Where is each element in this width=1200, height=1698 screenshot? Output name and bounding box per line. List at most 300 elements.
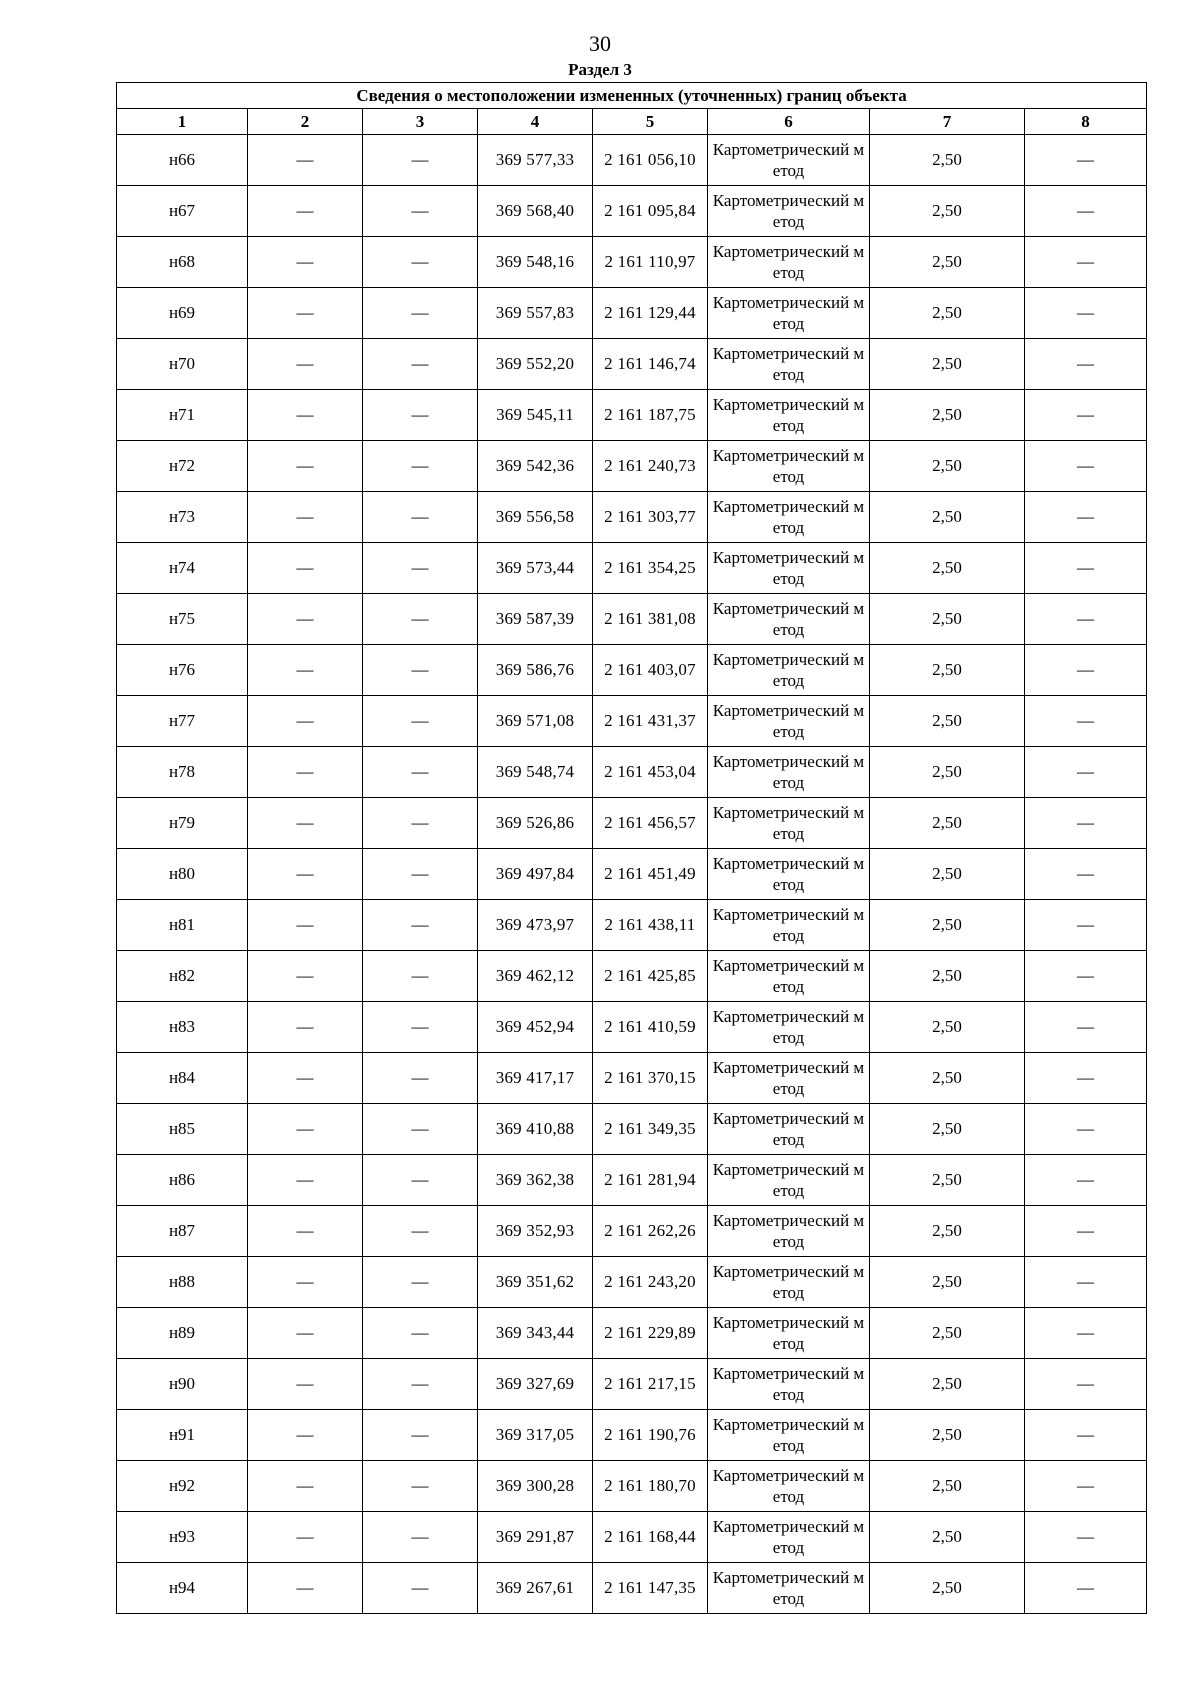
method-cell — [708, 1563, 870, 1614]
method-text: Картометрический метод — [712, 599, 865, 639]
method-cell — [708, 492, 870, 543]
point-name-cell: н81 — [117, 900, 248, 951]
table-row — [117, 696, 1147, 747]
x-coordinate-cell: 369 548,74 — [478, 747, 593, 798]
table-row — [117, 900, 1147, 951]
column-3-cell: — — [363, 1155, 478, 1206]
method-text: Картометрический метод — [712, 446, 865, 486]
column-2-cell: — — [248, 951, 363, 1002]
column-2-cell: — — [248, 339, 363, 390]
accuracy-cell: 2,50 — [870, 186, 1025, 237]
column-8-cell: — — [1025, 1155, 1147, 1206]
y-coordinate-cell: 2 161 456,57 — [593, 798, 708, 849]
column-3-cell: — — [363, 543, 478, 594]
column-3-cell: — — [363, 288, 478, 339]
method-cell — [708, 1308, 870, 1359]
method-cell — [708, 696, 870, 747]
y-coordinate-cell: 2 161 349,35 — [593, 1104, 708, 1155]
column-8-cell: — — [1025, 339, 1147, 390]
page-number: 30 — [589, 31, 611, 56]
column-2-cell: — — [248, 186, 363, 237]
column-8-cell: — — [1025, 900, 1147, 951]
x-coordinate-cell: 369 542,36 — [478, 441, 593, 492]
method-text: Картометрический метод — [712, 1466, 865, 1506]
table-title: Сведения о местоположении измененных (уточненных) границ объекта — [117, 83, 1147, 109]
x-coordinate-cell: 369 267,61 — [478, 1563, 593, 1614]
point-name-cell: н94 — [117, 1563, 248, 1614]
method-cell — [708, 441, 870, 492]
column-3-cell: — — [363, 951, 478, 1002]
x-coordinate-cell: 369 473,97 — [478, 900, 593, 951]
point-name-cell: н87 — [117, 1206, 248, 1257]
y-coordinate-cell: 2 161 190,76 — [593, 1410, 708, 1461]
accuracy-cell: 2,50 — [870, 1155, 1025, 1206]
column-2-cell: — — [248, 1053, 363, 1104]
column-3-cell: — — [363, 1563, 478, 1614]
column-2-cell: — — [248, 798, 363, 849]
method-cell — [708, 1206, 870, 1257]
point-name-cell: н84 — [117, 1053, 248, 1104]
column-header-2: 2 — [248, 109, 363, 135]
column-8-cell: — — [1025, 492, 1147, 543]
accuracy-cell: 2,50 — [870, 1308, 1025, 1359]
table-row — [117, 390, 1147, 441]
table-row — [117, 288, 1147, 339]
column-8-cell: — — [1025, 1410, 1147, 1461]
method-text: Картометрический метод — [712, 752, 865, 792]
y-coordinate-cell: 2 161 438,11 — [593, 900, 708, 951]
column-8-cell: — — [1025, 1206, 1147, 1257]
column-2-cell: — — [248, 1563, 363, 1614]
accuracy-cell: 2,50 — [870, 1002, 1025, 1053]
column-3-cell: — — [363, 1053, 478, 1104]
x-coordinate-cell: 369 362,38 — [478, 1155, 593, 1206]
column-2-cell: — — [248, 492, 363, 543]
method-cell — [708, 1053, 870, 1104]
accuracy-cell: 2,50 — [870, 594, 1025, 645]
y-coordinate-cell: 2 161 370,15 — [593, 1053, 708, 1104]
accuracy-cell: 2,50 — [870, 1359, 1025, 1410]
column-8-cell: — — [1025, 288, 1147, 339]
table-row — [117, 1461, 1147, 1512]
method-text: Картометрический метод — [712, 650, 865, 690]
table-row — [117, 1053, 1147, 1104]
x-coordinate-cell: 369 352,93 — [478, 1206, 593, 1257]
method-cell — [708, 1002, 870, 1053]
y-coordinate-cell: 2 161 229,89 — [593, 1308, 708, 1359]
point-name-cell: н73 — [117, 492, 248, 543]
table-row — [117, 1002, 1147, 1053]
y-coordinate-cell: 2 161 303,77 — [593, 492, 708, 543]
y-coordinate-cell: 2 161 129,44 — [593, 288, 708, 339]
accuracy-cell: 2,50 — [870, 1512, 1025, 1563]
method-text: Картометрический метод — [712, 191, 865, 231]
y-coordinate-cell: 2 161 403,07 — [593, 645, 708, 696]
column-2-cell: — — [248, 135, 363, 186]
method-text: Картометрический метод — [712, 497, 865, 537]
table-row — [117, 951, 1147, 1002]
column-2-cell: — — [248, 849, 363, 900]
x-coordinate-cell: 369 548,16 — [478, 237, 593, 288]
column-2-cell: — — [248, 1461, 363, 1512]
point-name-cell: н75 — [117, 594, 248, 645]
method-cell — [708, 849, 870, 900]
column-3-cell: — — [363, 798, 478, 849]
table-row — [117, 543, 1147, 594]
y-coordinate-cell: 2 161 410,59 — [593, 1002, 708, 1053]
y-coordinate-cell: 2 161 243,20 — [593, 1257, 708, 1308]
method-text: Картометрический метод — [712, 956, 865, 996]
y-coordinate-cell: 2 161 146,74 — [593, 339, 708, 390]
table-row — [117, 1563, 1147, 1614]
x-coordinate-cell: 369 568,40 — [478, 186, 593, 237]
column-8-cell: — — [1025, 849, 1147, 900]
table-row — [117, 1308, 1147, 1359]
method-text: Картометрический метод — [712, 1109, 865, 1149]
accuracy-cell: 2,50 — [870, 390, 1025, 441]
method-cell — [708, 135, 870, 186]
column-2-cell: — — [248, 543, 363, 594]
y-coordinate-cell: 2 161 431,37 — [593, 696, 708, 747]
accuracy-cell: 2,50 — [870, 1104, 1025, 1155]
column-3-cell: — — [363, 1002, 478, 1053]
table-row — [117, 645, 1147, 696]
column-3-cell: — — [363, 1359, 478, 1410]
accuracy-cell: 2,50 — [870, 1257, 1025, 1308]
column-8-cell: — — [1025, 747, 1147, 798]
accuracy-cell: 2,50 — [870, 798, 1025, 849]
method-text: Картометрический метод — [712, 1262, 865, 1302]
table-row — [117, 237, 1147, 288]
method-text: Картометрический метод — [712, 1058, 865, 1098]
column-3-cell: — — [363, 696, 478, 747]
column-2-cell: — — [248, 237, 363, 288]
column-8-cell: — — [1025, 594, 1147, 645]
method-cell — [708, 237, 870, 288]
point-name-cell: н70 — [117, 339, 248, 390]
accuracy-cell: 2,50 — [870, 1410, 1025, 1461]
column-8-cell: — — [1025, 1053, 1147, 1104]
method-cell — [708, 339, 870, 390]
point-name-cell: н71 — [117, 390, 248, 441]
method-text: Картометрический метод — [712, 1211, 865, 1251]
accuracy-cell: 2,50 — [870, 696, 1025, 747]
column-header-6: 6 — [708, 109, 870, 135]
table-row — [117, 798, 1147, 849]
point-name-cell: н74 — [117, 543, 248, 594]
method-text: Картометрический метод — [712, 1415, 865, 1455]
column-3-cell: — — [363, 645, 478, 696]
column-8-cell: — — [1025, 951, 1147, 1002]
column-2-cell: — — [248, 594, 363, 645]
y-coordinate-cell: 2 161 056,10 — [593, 135, 708, 186]
column-8-cell: — — [1025, 1359, 1147, 1410]
column-2-cell: — — [248, 1410, 363, 1461]
column-2-cell: — — [248, 1155, 363, 1206]
column-2-cell: — — [248, 288, 363, 339]
table-row — [117, 1410, 1147, 1461]
column-3-cell: — — [363, 1206, 478, 1257]
table-row — [117, 135, 1147, 186]
point-name-cell: н79 — [117, 798, 248, 849]
accuracy-cell: 2,50 — [870, 951, 1025, 1002]
x-coordinate-cell: 369 417,17 — [478, 1053, 593, 1104]
column-3-cell: — — [363, 1308, 478, 1359]
point-name-cell: н85 — [117, 1104, 248, 1155]
column-3-cell: — — [363, 1461, 478, 1512]
method-text: Картометрический метод — [712, 344, 865, 384]
column-header-7: 7 — [870, 109, 1025, 135]
accuracy-cell: 2,50 — [870, 441, 1025, 492]
column-2-cell: — — [248, 900, 363, 951]
table-row — [117, 594, 1147, 645]
column-8-cell: — — [1025, 696, 1147, 747]
y-coordinate-cell: 2 161 354,25 — [593, 543, 708, 594]
point-name-cell: н89 — [117, 1308, 248, 1359]
point-name-cell: н90 — [117, 1359, 248, 1410]
method-cell — [708, 1512, 870, 1563]
accuracy-cell: 2,50 — [870, 339, 1025, 390]
y-coordinate-cell: 2 161 451,49 — [593, 849, 708, 900]
column-2-cell: — — [248, 1206, 363, 1257]
column-header-5: 5 — [593, 109, 708, 135]
column-3-cell: — — [363, 900, 478, 951]
column-2-cell: — — [248, 1308, 363, 1359]
table-row — [117, 1155, 1147, 1206]
column-2-cell: — — [248, 645, 363, 696]
x-coordinate-cell: 369 351,62 — [478, 1257, 593, 1308]
table-row — [117, 1206, 1147, 1257]
table-row — [117, 1104, 1147, 1155]
accuracy-cell: 2,50 — [870, 543, 1025, 594]
accuracy-cell: 2,50 — [870, 1563, 1025, 1614]
point-name-cell: н78 — [117, 747, 248, 798]
column-header-row — [117, 109, 1147, 135]
point-name-cell: н93 — [117, 1512, 248, 1563]
point-name-cell: н88 — [117, 1257, 248, 1308]
accuracy-cell: 2,50 — [870, 1461, 1025, 1512]
column-3-cell: — — [363, 186, 478, 237]
column-3-cell: — — [363, 1257, 478, 1308]
column-header-4: 4 — [478, 109, 593, 135]
column-3-cell: — — [363, 135, 478, 186]
column-8-cell: — — [1025, 390, 1147, 441]
column-8-cell: — — [1025, 135, 1147, 186]
method-cell — [708, 1359, 870, 1410]
point-name-cell: н68 — [117, 237, 248, 288]
y-coordinate-cell: 2 161 453,04 — [593, 747, 708, 798]
table-row — [117, 339, 1147, 390]
method-cell — [708, 186, 870, 237]
table-row — [117, 441, 1147, 492]
column-3-cell: — — [363, 237, 478, 288]
column-2-cell: — — [248, 1002, 363, 1053]
column-header-8: 8 — [1025, 109, 1147, 135]
method-text: Картометрический метод — [712, 1517, 865, 1557]
x-coordinate-cell: 369 343,44 — [478, 1308, 593, 1359]
method-cell — [708, 1410, 870, 1461]
x-coordinate-cell: 369 452,94 — [478, 1002, 593, 1053]
column-8-cell: — — [1025, 543, 1147, 594]
column-8-cell: — — [1025, 186, 1147, 237]
x-coordinate-cell: 369 300,28 — [478, 1461, 593, 1512]
accuracy-cell: 2,50 — [870, 1053, 1025, 1104]
accuracy-cell: 2,50 — [870, 237, 1025, 288]
point-name-cell: н67 — [117, 186, 248, 237]
accuracy-cell: 2,50 — [870, 645, 1025, 696]
column-8-cell: — — [1025, 441, 1147, 492]
y-coordinate-cell: 2 161 381,08 — [593, 594, 708, 645]
point-name-cell: н86 — [117, 1155, 248, 1206]
table-row — [117, 1512, 1147, 1563]
x-coordinate-cell: 369 571,08 — [478, 696, 593, 747]
column-8-cell: — — [1025, 1512, 1147, 1563]
method-text: Картометрический метод — [712, 395, 865, 435]
accuracy-cell: 2,50 — [870, 288, 1025, 339]
point-name-cell: н80 — [117, 849, 248, 900]
y-coordinate-cell: 2 161 180,70 — [593, 1461, 708, 1512]
method-cell — [708, 1461, 870, 1512]
y-coordinate-cell: 2 161 240,73 — [593, 441, 708, 492]
x-coordinate-cell: 369 557,83 — [478, 288, 593, 339]
x-coordinate-cell: 369 577,33 — [478, 135, 593, 186]
y-coordinate-cell: 2 161 187,75 — [593, 390, 708, 441]
column-8-cell: — — [1025, 1002, 1147, 1053]
method-cell — [708, 900, 870, 951]
point-name-cell: н66 — [117, 135, 248, 186]
column-8-cell: — — [1025, 1563, 1147, 1614]
method-text: Картометрический метод — [712, 1568, 865, 1608]
method-text: Картометрический метод — [712, 1364, 865, 1404]
method-cell — [708, 1104, 870, 1155]
y-coordinate-cell: 2 161 095,84 — [593, 186, 708, 237]
method-cell — [708, 1257, 870, 1308]
method-cell — [708, 951, 870, 1002]
accuracy-cell: 2,50 — [870, 900, 1025, 951]
method-cell — [708, 543, 870, 594]
method-text: Картометрический метод — [712, 1007, 865, 1047]
x-coordinate-cell: 369 327,69 — [478, 1359, 593, 1410]
column-8-cell: — — [1025, 1104, 1147, 1155]
coordinates-table — [116, 82, 1147, 1614]
column-3-cell: — — [363, 390, 478, 441]
table-row — [117, 849, 1147, 900]
method-cell — [708, 288, 870, 339]
y-coordinate-cell: 2 161 168,44 — [593, 1512, 708, 1563]
column-8-cell: — — [1025, 1461, 1147, 1512]
method-cell — [708, 645, 870, 696]
table-body — [117, 135, 1147, 1614]
method-text: Картометрический метод — [712, 293, 865, 333]
column-header-3: 3 — [363, 109, 478, 135]
column-2-cell: — — [248, 1257, 363, 1308]
x-coordinate-cell: 369 586,76 — [478, 645, 593, 696]
column-2-cell: — — [248, 747, 363, 798]
table-row — [117, 186, 1147, 237]
column-8-cell: — — [1025, 237, 1147, 288]
x-coordinate-cell: 369 410,88 — [478, 1104, 593, 1155]
column-3-cell: — — [363, 747, 478, 798]
column-8-cell: — — [1025, 1308, 1147, 1359]
x-coordinate-cell: 369 317,05 — [478, 1410, 593, 1461]
column-2-cell: — — [248, 1104, 363, 1155]
point-name-cell: н82 — [117, 951, 248, 1002]
point-name-cell: н72 — [117, 441, 248, 492]
column-3-cell: — — [363, 339, 478, 390]
column-8-cell: — — [1025, 798, 1147, 849]
column-8-cell: — — [1025, 645, 1147, 696]
x-coordinate-cell: 369 552,20 — [478, 339, 593, 390]
accuracy-cell: 2,50 — [870, 849, 1025, 900]
method-text: Картометрический метод — [712, 1160, 865, 1200]
point-name-cell: н92 — [117, 1461, 248, 1512]
column-3-cell: — — [363, 492, 478, 543]
table-row — [117, 1359, 1147, 1410]
method-text: Картометрический метод — [712, 905, 865, 945]
method-cell — [708, 390, 870, 441]
table-row — [117, 747, 1147, 798]
x-coordinate-cell: 369 587,39 — [478, 594, 593, 645]
method-text: Картометрический метод — [712, 701, 865, 741]
y-coordinate-cell: 2 161 110,97 — [593, 237, 708, 288]
column-8-cell: — — [1025, 1257, 1147, 1308]
x-coordinate-cell: 369 526,86 — [478, 798, 593, 849]
method-text: Картометрический метод — [712, 242, 865, 282]
point-name-cell: н69 — [117, 288, 248, 339]
y-coordinate-cell: 2 161 262,26 — [593, 1206, 708, 1257]
method-cell — [708, 594, 870, 645]
column-3-cell: — — [363, 1512, 478, 1563]
column-2-cell: — — [248, 390, 363, 441]
x-coordinate-cell: 369 573,44 — [478, 543, 593, 594]
accuracy-cell: 2,50 — [870, 135, 1025, 186]
y-coordinate-cell: 2 161 147,35 — [593, 1563, 708, 1614]
method-text: Картометрический метод — [712, 803, 865, 843]
column-3-cell: — — [363, 849, 478, 900]
column-2-cell: — — [248, 1512, 363, 1563]
column-3-cell: — — [363, 594, 478, 645]
column-3-cell: — — [363, 441, 478, 492]
y-coordinate-cell: 2 161 281,94 — [593, 1155, 708, 1206]
accuracy-cell: 2,50 — [870, 747, 1025, 798]
column-2-cell: — — [248, 696, 363, 747]
x-coordinate-cell: 369 462,12 — [478, 951, 593, 1002]
point-name-cell: н91 — [117, 1410, 248, 1461]
table-row — [117, 492, 1147, 543]
method-text: Картометрический метод — [712, 1313, 865, 1353]
method-text: Картометрический метод — [712, 854, 865, 894]
point-name-cell: н83 — [117, 1002, 248, 1053]
column-3-cell: — — [363, 1410, 478, 1461]
method-text: Картометрический метод — [712, 140, 865, 180]
section-title: Раздел 3 — [568, 60, 632, 79]
point-name-cell: н76 — [117, 645, 248, 696]
x-coordinate-cell: 369 497,84 — [478, 849, 593, 900]
table-row — [117, 1257, 1147, 1308]
column-3-cell: — — [363, 1104, 478, 1155]
column-header-1: 1 — [117, 109, 248, 135]
method-text: Картометрический метод — [712, 548, 865, 588]
method-cell — [708, 798, 870, 849]
y-coordinate-cell: 2 161 425,85 — [593, 951, 708, 1002]
accuracy-cell: 2,50 — [870, 492, 1025, 543]
accuracy-cell: 2,50 — [870, 1206, 1025, 1257]
x-coordinate-cell: 369 556,58 — [478, 492, 593, 543]
method-cell — [708, 1155, 870, 1206]
x-coordinate-cell: 369 545,11 — [478, 390, 593, 441]
method-cell — [708, 747, 870, 798]
point-name-cell: н77 — [117, 696, 248, 747]
